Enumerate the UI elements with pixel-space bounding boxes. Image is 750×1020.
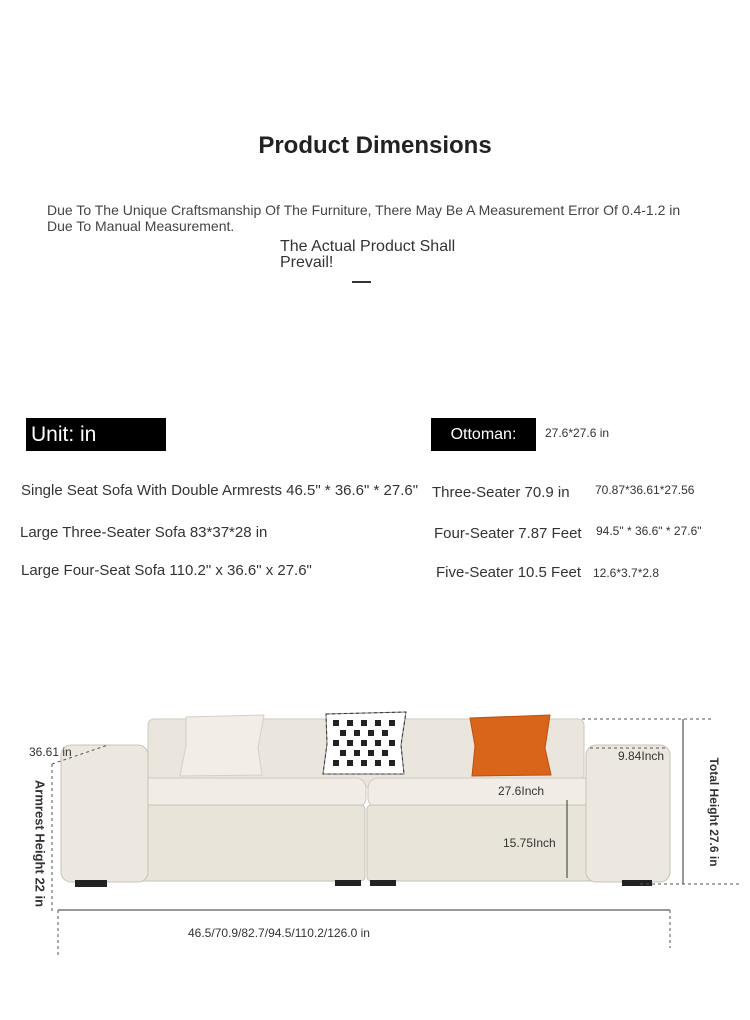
depth-label: 36.61 in — [29, 745, 72, 759]
measurement-note: Due To The Unique Craftsmanship Of The Furniture, There May Be A Measurement Error Of 0.4-1.2 in Due To Manual Measurement. — [47, 202, 681, 234]
armrest-right — [586, 745, 670, 882]
seat-cushion-left — [113, 778, 366, 808]
spec-right-1-value: 70.87*36.61*27.56 — [595, 483, 695, 497]
sofa-leg — [335, 880, 361, 886]
spec-right-2-value: 94.5" * 36.6" * 27.6" — [596, 524, 702, 538]
sofa-diagram — [0, 690, 750, 980]
ottoman-badge: Ottoman: — [431, 418, 536, 451]
sofa-base-left — [115, 805, 365, 881]
spec-right-1-name: Three-Seater 70.9 in — [432, 484, 570, 501]
total-height-label: Total Height 27.6 in — [707, 757, 721, 867]
page-title: Product Dimensions — [258, 132, 492, 159]
width-label: 46.5/70.9/82.7/94.5/110.2/126.0 in — [188, 926, 370, 940]
pillow-houndstooth — [323, 712, 406, 774]
seat-cushion-right — [368, 778, 618, 808]
spec-left-1: Single Seat Sofa With Double Armrests 46.5" * 36.6" * 27.6" — [21, 482, 419, 499]
sofa-leg — [75, 880, 107, 887]
armrest-left — [61, 745, 148, 882]
spec-right-3-name: Five-Seater 10.5 Feet — [436, 564, 582, 581]
divider — [352, 281, 371, 283]
arm-width-label: 9.84Inch — [618, 749, 665, 763]
spec-right-2-name: Four-Seater 7.87 Feet — [434, 525, 582, 542]
spec-left-3: Large Four-Seat Sofa 110.2" x 36.6" x 27.6" — [21, 562, 312, 579]
spec-right-3-value: 12.6*3.7*2.8 — [593, 566, 660, 580]
seat-depth-label: 27.6Inch — [498, 784, 545, 798]
unit-badge: Unit: in — [26, 418, 166, 451]
pillow-white — [180, 715, 264, 776]
prevail-note: The Actual Product Shall Prevail! — [280, 238, 456, 271]
sofa-base-right — [367, 805, 617, 881]
pillow-orange — [470, 715, 551, 776]
spec-left-2: Large Three-Seater Sofa 83*37*28 in — [20, 524, 268, 541]
armrest-height-label: Armrest Height 22 in — [32, 779, 48, 908]
seat-height-label: 15.75Inch — [503, 836, 556, 850]
sofa-leg — [370, 880, 396, 886]
ottoman-size: 27.6*27.6 in — [545, 426, 610, 440]
sofa-leg — [622, 880, 652, 886]
